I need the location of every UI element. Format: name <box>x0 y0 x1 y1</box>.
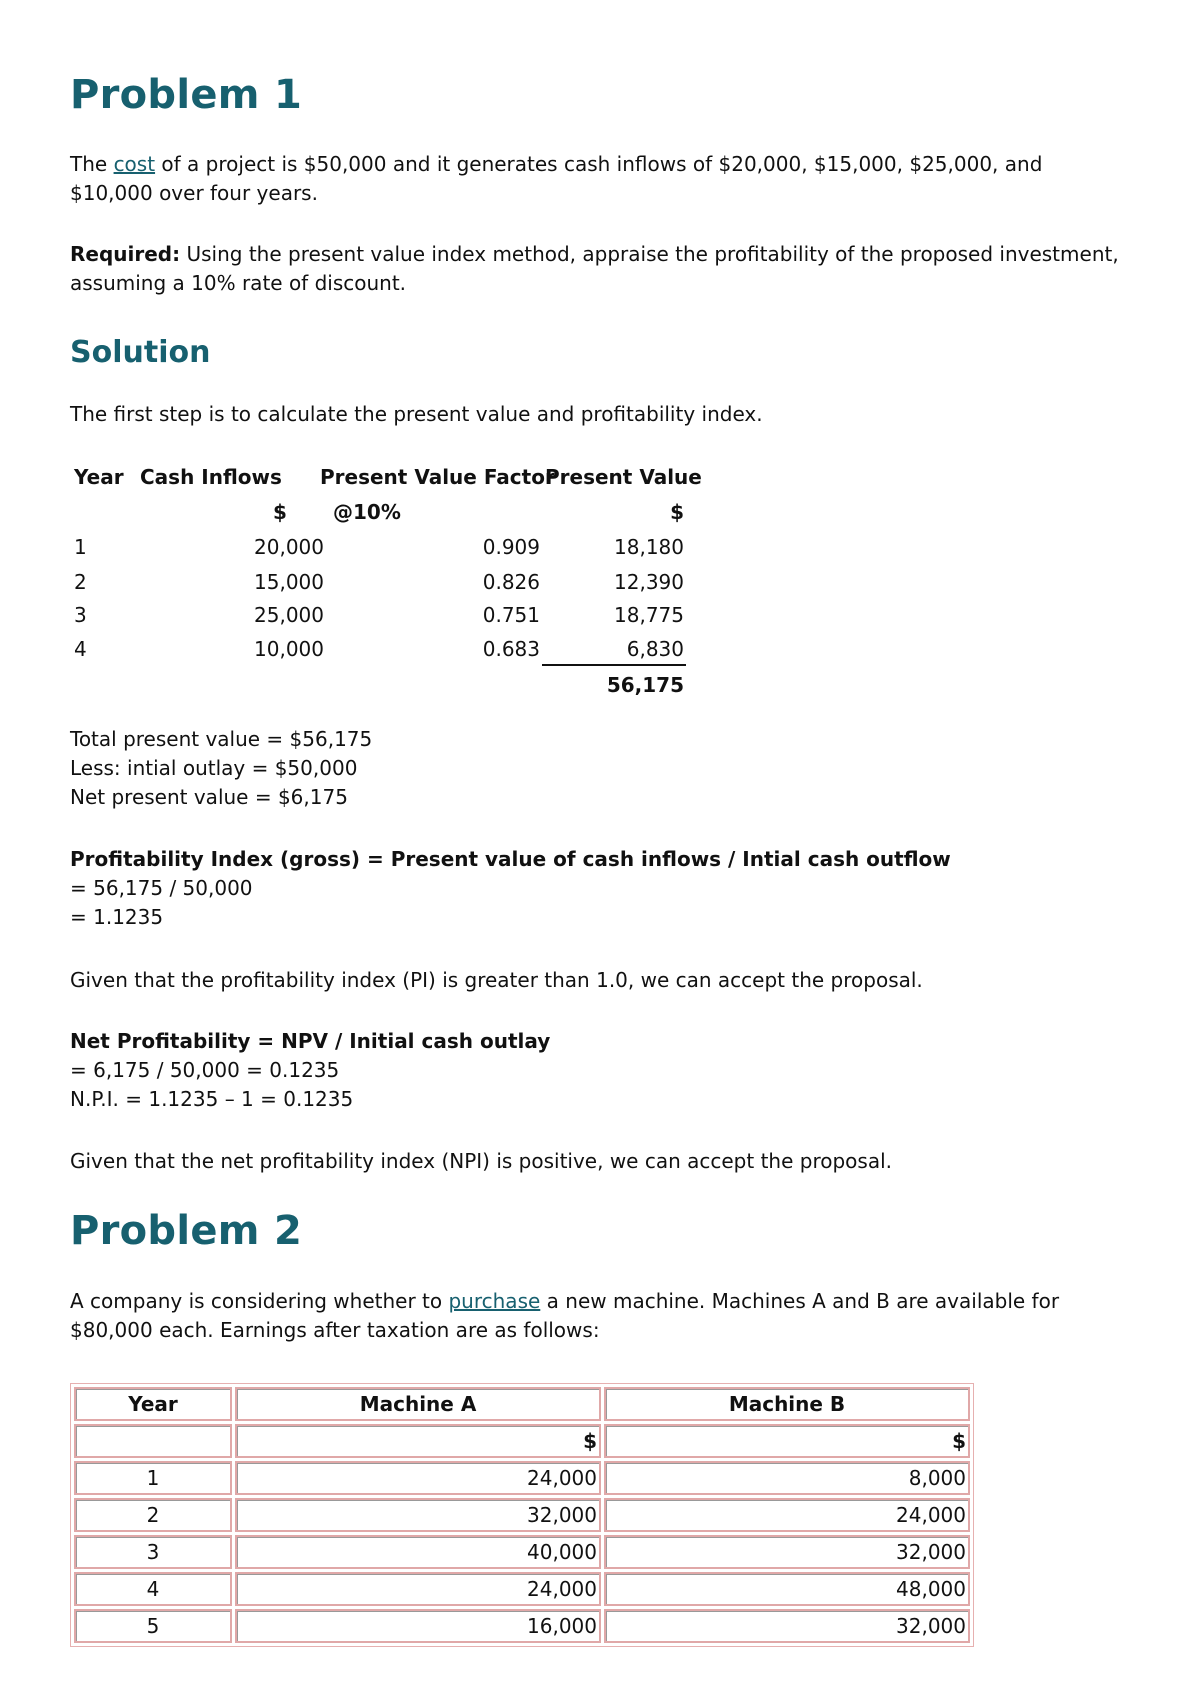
earnings-a-cell: 24,000 <box>235 1461 601 1495</box>
pv-subheader-dollar-2: $ <box>670 500 684 524</box>
earnings-header-machine-a: Machine A <box>235 1387 601 1421</box>
pv-row2-factor: 0.826 <box>482 570 540 594</box>
pv-row3-year: 3 <box>74 603 87 627</box>
earnings-b-cell: 32,000 <box>604 1535 970 1569</box>
earnings-b-cell: 48,000 <box>604 1572 970 1606</box>
pi-gross-calc1: = 56,175 / 50,000 <box>70 876 253 900</box>
earnings-year-cell: 3 <box>74 1535 232 1569</box>
problem2-intro <box>70 1287 1130 1345</box>
earnings-header-machine-b: Machine B <box>604 1387 970 1421</box>
pv-row2-inflow: 15,000 <box>254 570 324 594</box>
pv-row3-inflow: 25,000 <box>254 603 324 627</box>
solution-title: Solution <box>70 335 211 370</box>
earnings-a-cell: 24,000 <box>235 1572 601 1606</box>
table-row <box>74 1535 970 1569</box>
pi-conclusion: Given that the profitability index (PI) is greater than 1.0, we can accept the proposal. <box>70 968 923 992</box>
pv-row2-pv: 12,390 <box>614 570 684 594</box>
table-row <box>74 1461 970 1495</box>
required-label: Required: <box>70 242 181 266</box>
pv-header-inflows: Cash Inflows <box>140 465 282 489</box>
pv-header-factor: Present Value Factor <box>320 465 555 489</box>
problem2-intro-pre: A company is considering whether to <box>70 1289 449 1313</box>
earnings-table <box>70 1383 974 1647</box>
pv-subheader-rate: @10% <box>333 500 401 524</box>
pi-gross-label: Profitability Index (gross) = Present value of cash inflows / Intial cash outflow <box>70 847 951 871</box>
problem1-intro-post: of a project is $50,000 and it generates cash inflows of $20,000, $15,000, $25,000, and $10,000 over four years. <box>70 152 1043 205</box>
pv-total-rule <box>542 664 686 666</box>
required-text: Using the present value index method, appraise the profitability of the proposed investment, assuming a 10% rate of discount. <box>70 242 1119 295</box>
earnings-header-year: Year <box>74 1387 232 1421</box>
earnings-a-cell: 40,000 <box>235 1535 601 1569</box>
purchase-link[interactable]: purchase <box>448 1289 541 1313</box>
pv-row1-inflow: 20,000 <box>254 535 324 559</box>
earnings-unit-year <box>74 1424 232 1458</box>
earnings-year-cell: 2 <box>74 1498 232 1532</box>
cost-link[interactable]: cost <box>113 152 156 176</box>
pv-header-pv: Present Value <box>545 465 702 489</box>
problem1-intro <box>70 150 1130 208</box>
problem1-required <box>70 240 1130 298</box>
earnings-a-cell: 16,000 <box>235 1609 601 1643</box>
table-row <box>74 1498 970 1532</box>
earnings-year-cell: 4 <box>74 1572 232 1606</box>
solution-first-step: The first step is to calculate the present value and profitability index. <box>70 402 763 426</box>
pv-header-year: Year <box>74 465 124 489</box>
net-pi-calc1: = 6,175 / 50,000 = 0.1235 <box>70 1058 340 1082</box>
table-row <box>74 1609 970 1643</box>
pv-row3-factor: 0.751 <box>482 603 540 627</box>
pv-row2-year: 2 <box>74 570 87 594</box>
total-pv-line: Total present value = $56,175 <box>70 727 373 751</box>
problem1-title: Problem 1 <box>70 72 303 118</box>
earnings-a-cell: 32,000 <box>235 1498 601 1532</box>
npi-conclusion: Given that the net profitability index (NPI) is positive, we can accept the proposal. <box>70 1149 892 1173</box>
earnings-unit-a: $ <box>235 1424 601 1458</box>
pv-row4-inflow: 10,000 <box>254 637 324 661</box>
earnings-year-cell: 1 <box>74 1461 232 1495</box>
problem1-intro-pre: The <box>70 152 114 176</box>
problem2-title: Problem 2 <box>70 1208 303 1254</box>
pv-row4-factor: 0.683 <box>482 637 540 661</box>
pv-row3-pv: 18,775 <box>614 603 684 627</box>
pv-row1-year: 1 <box>74 535 87 559</box>
earnings-b-cell: 32,000 <box>604 1609 970 1643</box>
pv-row4-pv: 6,830 <box>626 637 684 661</box>
problem2-intro-post: a new machine. Machines A and B are available for $80,000 each. Earnings after taxation are as follows: <box>70 1289 1060 1342</box>
earnings-b-cell: 24,000 <box>604 1498 970 1532</box>
pv-row4-year: 4 <box>74 637 87 661</box>
table-row <box>74 1387 970 1421</box>
earnings-unit-b: $ <box>604 1424 970 1458</box>
net-pi-label: Net Profitability = NPV / Initial cash outlay <box>70 1029 551 1053</box>
pv-row1-factor: 0.909 <box>482 535 540 559</box>
npv-line: Net present value = $6,175 <box>70 785 348 809</box>
pv-total: 56,175 <box>606 673 684 697</box>
less-outlay-line: Less: intial outlay = $50,000 <box>70 756 358 780</box>
pi-gross-calc2: = 1.1235 <box>70 905 164 929</box>
pv-subheader-dollar-1: $ <box>273 500 287 524</box>
earnings-b-cell: 8,000 <box>604 1461 970 1495</box>
pv-row1-pv: 18,180 <box>614 535 684 559</box>
table-row <box>74 1424 970 1458</box>
table-row <box>74 1572 970 1606</box>
earnings-year-cell: 5 <box>74 1609 232 1643</box>
net-pi-calc2: N.P.I. = 1.1235 – 1 = 0.1235 <box>70 1087 354 1111</box>
